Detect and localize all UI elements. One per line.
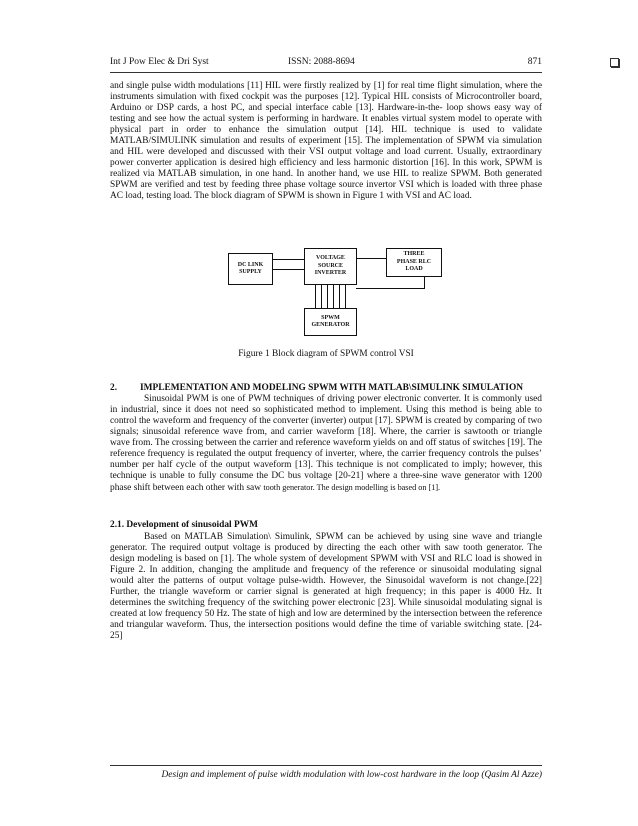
page-footer: Design and implement of pulse width modulation with low-cost hardware in the loop (Qasim Al Azze)	[161, 770, 542, 780]
intro-paragraph: and single pulse width modulations [11] HIL were firstly realized by [1] for real time flight simulation, where the instruments simulation with fixed cockpit was the purposes [12]. Typical HIL consists of Microcontroller board, Arduino or DSP cards, a host PC, and special interface cable [13]. Hardware-in-the- loop shows easy way of testing and see how the actual system is performing in hardware. It enables virtual system model to operate with physical part in order to enhance the simulation output [14]. HIL technique is used to validate MATLAB/SIMULINK simulation and results of experiment [15]. The implementation of SPWM via simulation and HIL were developed and discussed with their VSI output voltage and load current. Usually, extraordinary power converter application is desired high efficiency and less harmonic distortion [16]. In this work, SPWM is realized via MATLAB simulation, in one hand. In another hand, we use HIL to realize SPWM. Both generated SPWM are verified and test by feeding three phase voltage source invertor VSI which is loaded with three phase AC load, testing load. The block diagram of SPWM is shown in Figure 1 with VSI and AC load.	[110, 81, 542, 202]
page-header	[110, 57, 542, 71]
wire-vsi-rlc-bottom	[356, 288, 425, 289]
spwm-line-2: GENERATOR	[311, 322, 350, 328]
section-2-paragraph	[110, 394, 542, 494]
wire-dc-vsi	[272, 259, 304, 260]
section-2-text: Sinusoidal PWM is one of PWM techniques of driving power electronic converter. It is commonly used in industrial, since it does not need so sophisticated method to implement. Using this method is being able to control the waveform and frequency of the converter (inverter) output [17]. SPWM is created by comparing of two signals; sinusoidal reference wave from, and carrier waveform [18]. Where, the carrier is sawtooth or triangle wave from. The crossing between the carrier and reference waveform yields on and off status of switches [19]. The reference frequency is regulated the output frequency of inverter, where, the carrier frequency controls the pulses’ number per half cycle of the output waveform [13]. This technique is not complicated to imply; however, this technique is unable to fully consume the DC bus voltage [20-21] where a three-sine wave generator with 1200 phase shift between each other with saw	[110, 394, 542, 494]
header-rule	[110, 72, 542, 73]
journal-name: Int J Pow Elec & Dri Syst	[110, 57, 209, 67]
vsi-line-1: VOLTAGE	[316, 255, 345, 262]
dc-link-line-2: SUPPLY	[239, 269, 262, 275]
section-2-heading	[110, 383, 542, 393]
rlc-line-1: THREE	[403, 251, 425, 258]
section-2-text-small: tooth generator. The design modelling is based on [1].	[263, 483, 441, 493]
section-2-1-heading: 2.1. Development of sinusoidal PWM	[110, 520, 258, 530]
section-2-number: 2.	[110, 383, 118, 393]
gate-wire-5	[339, 285, 340, 308]
wire-dc-vsi-2	[272, 269, 304, 270]
figure-caption: Figure 1 Block diagram of SPWM control VSI	[238, 349, 414, 359]
gate-wire-2	[321, 285, 322, 308]
vsi-line-2: SOURCE	[317, 262, 343, 269]
gate-wire-1	[315, 285, 316, 308]
vsi-block	[304, 248, 357, 285]
checkbox-icon	[610, 58, 619, 67]
page-number: 871	[527, 57, 542, 67]
gate-wire-4	[333, 285, 334, 308]
section-2-1-paragraph: Based on MATLAB Simulation\ Simulink, SPWM can be achieved by using sine wave and triangle generator. The required output voltage is produced by directing the each other with saw tooth generator. The design modeling is based on [1]. The whole system of development SPWM with VSI and RLC load is showed in Figure 2. In addition, changing the amplitude and frequency of the reference or sinusoidal modulating signal would alter the patterns of output voltage pulse-width. However, the Sinusoidal waveform is not change.[22] Further, the triangle waveform or carrier signal is generated at high frequency; in this paper is 4000 Hz. It determines the switching frequency of the switching power electronic [23]. While sinusoidal modulating signal is created at low frequency 50 Hz. The state of high and low are determined by the intersection between the reference and triangular waveform. Thus, the intersection positions would define the time of variable switching state. [24-25]	[110, 532, 542, 642]
wire-vsi-rlc-top	[356, 258, 386, 259]
footer-rule	[110, 765, 542, 766]
figure-block-diagram	[228, 248, 456, 338]
rlc-line-3: LOAD	[405, 266, 423, 273]
issn: ISSN: 2088-8694	[288, 57, 355, 67]
gate-wire-6	[345, 285, 346, 308]
vsi-line-3: INVERTER	[314, 270, 347, 277]
spwm-generator-block	[304, 308, 357, 336]
rlc-load-block	[386, 248, 442, 277]
section-2-title: IMPLEMENTATION AND MODELING SPWM WITH MATLAB\SIMULINK SIMULATION	[140, 383, 524, 393]
spwm-line-1: SPWM	[321, 314, 340, 321]
rlc-line-2: PHASE RLC	[396, 258, 432, 265]
gate-wire-3	[327, 285, 328, 308]
dc-link-line-1: DC LINK	[237, 261, 264, 268]
wire-rlc-down	[424, 276, 425, 289]
dc-link-block	[228, 253, 273, 285]
